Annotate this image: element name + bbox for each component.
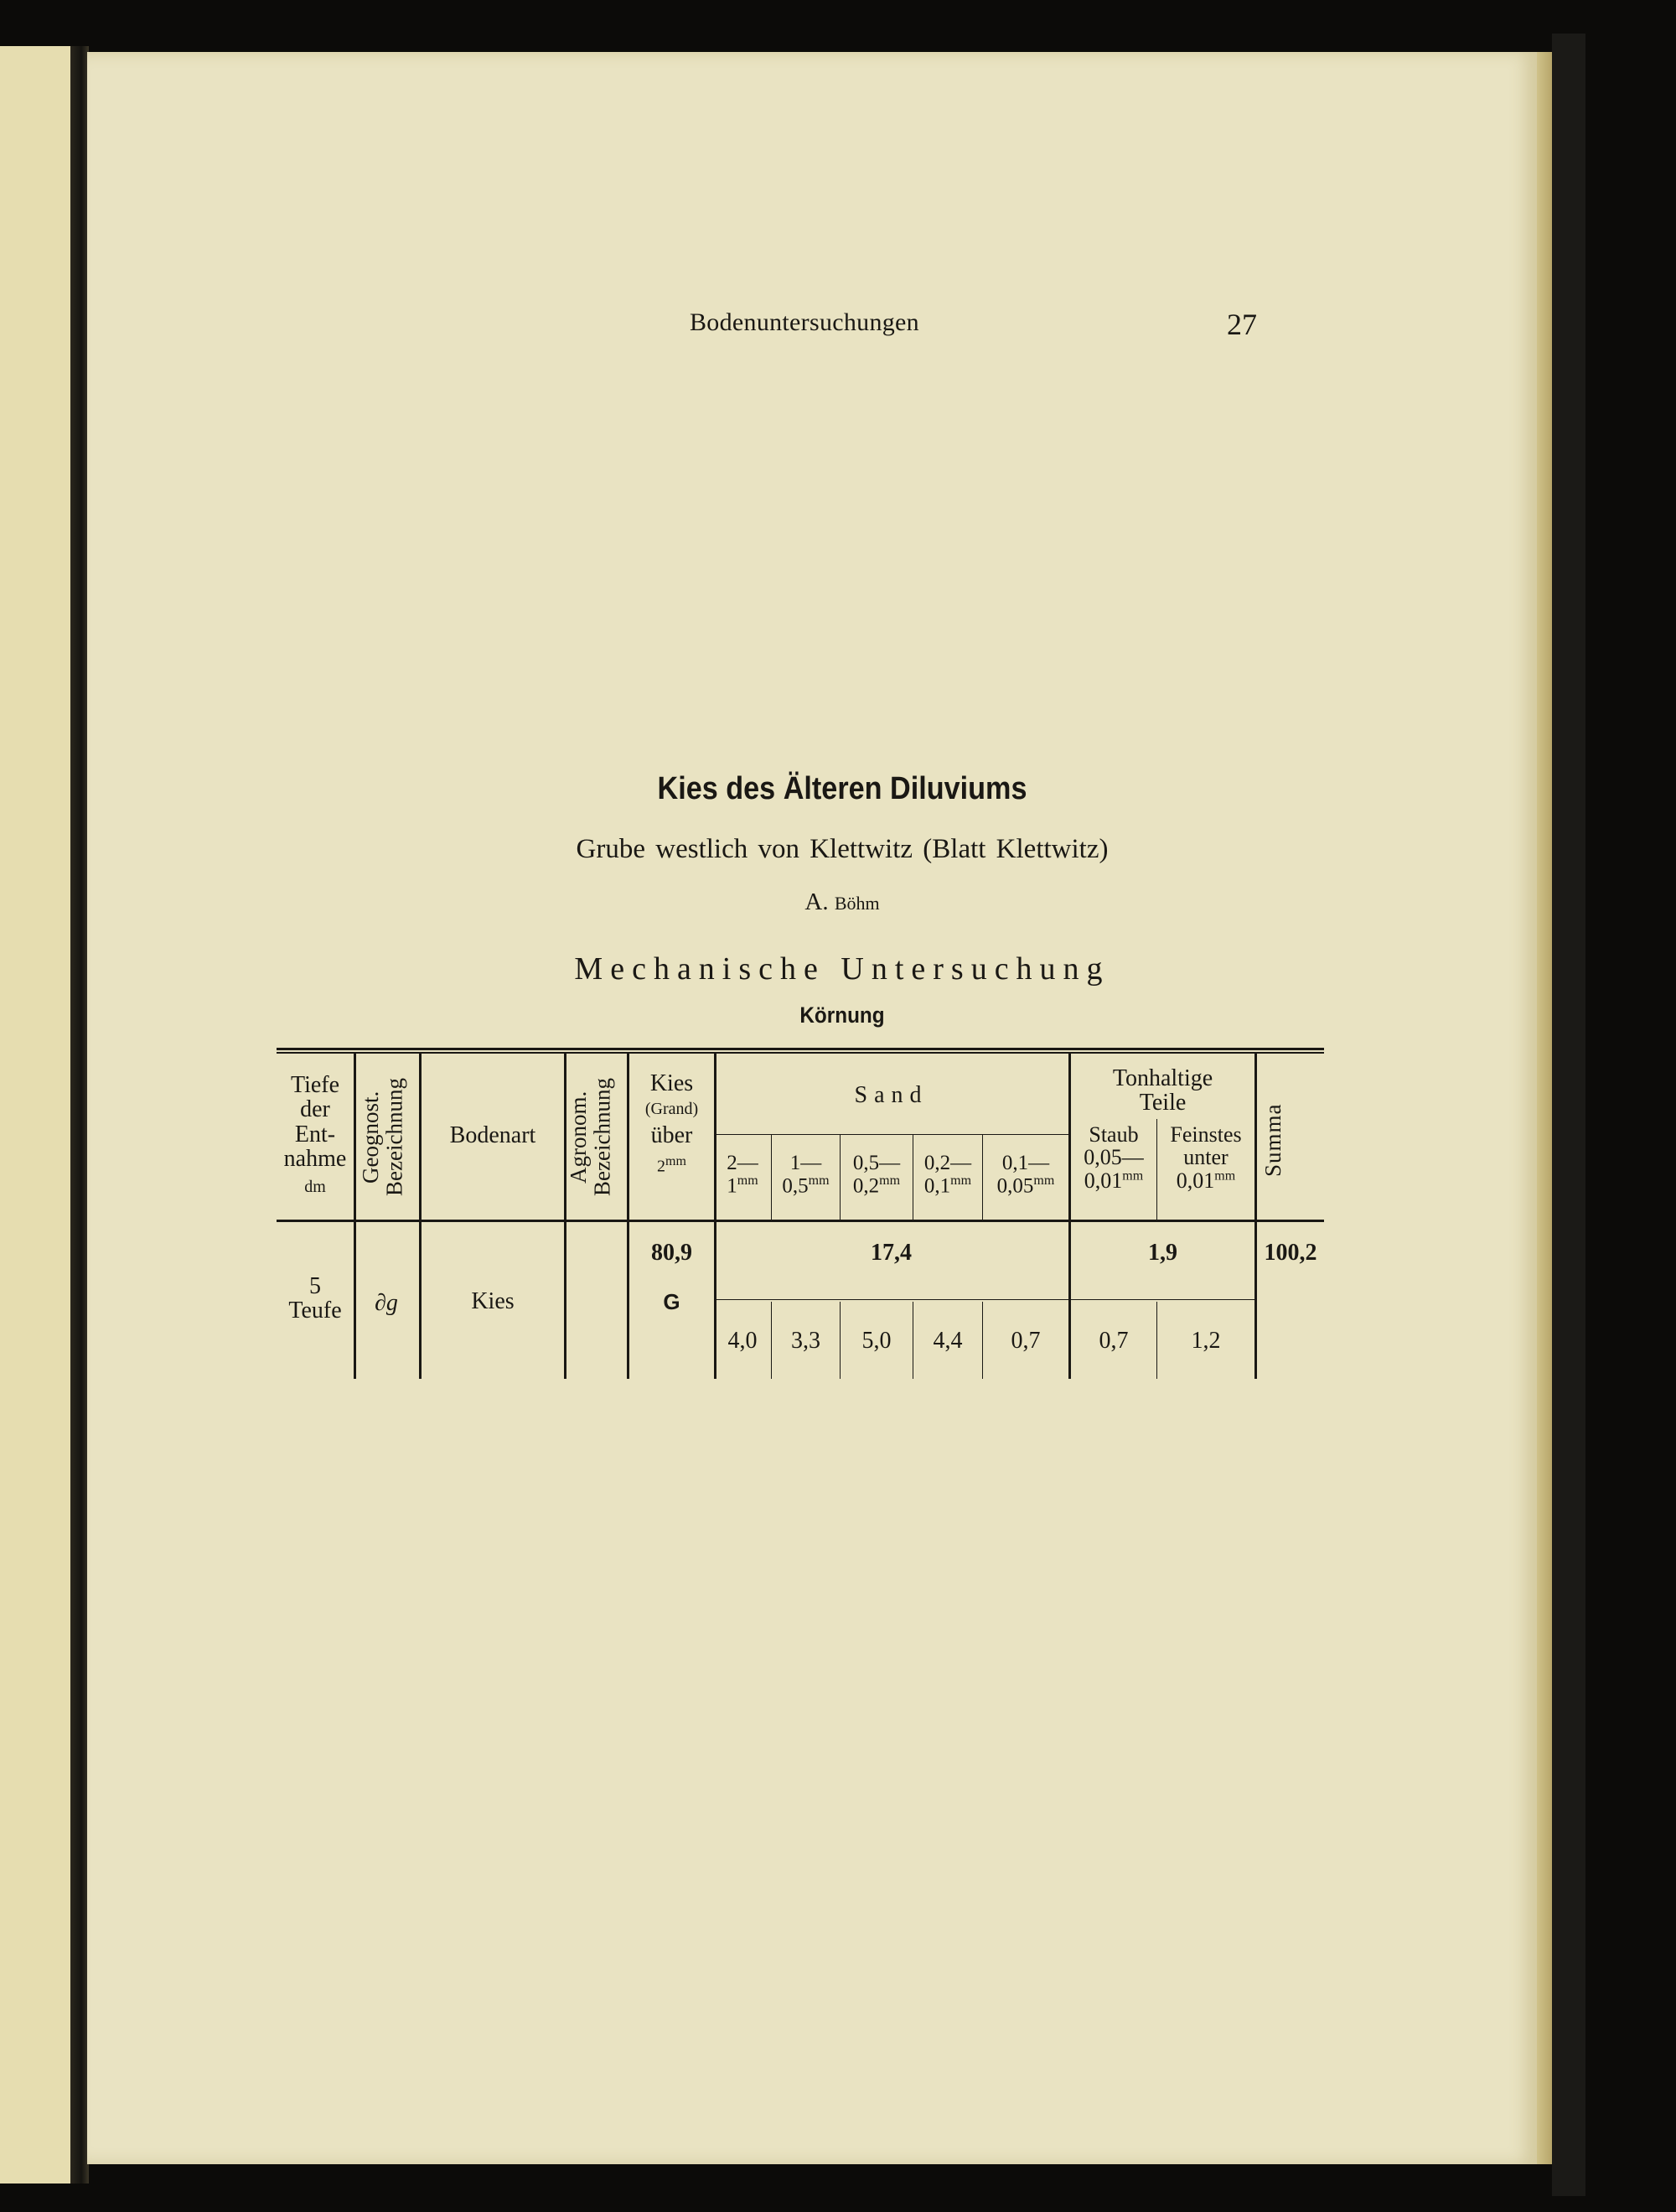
header-geognost-line: Bezeichnung bbox=[381, 1078, 407, 1197]
fraction-top: 2— bbox=[727, 1152, 758, 1174]
header-sand-fraction bbox=[913, 1153, 982, 1198]
header-gravel-line: (Grand) bbox=[644, 1100, 699, 1119]
row-sand-value: 5,0 bbox=[861, 1328, 892, 1354]
header-agronom bbox=[566, 1058, 623, 1217]
row-sand-value: 4,0 bbox=[727, 1328, 758, 1354]
author-initial: A. bbox=[804, 888, 829, 915]
book-gutter bbox=[70, 46, 89, 2184]
unit-mm: mm bbox=[1033, 1173, 1055, 1189]
row-soil-type: Kies bbox=[471, 1288, 515, 1314]
row-sum: 100,2 bbox=[1264, 1240, 1317, 1266]
book-cover-edge bbox=[1552, 34, 1585, 2196]
header-gravel-line: über bbox=[650, 1122, 693, 1149]
header-depth-line: Tiefe bbox=[290, 1072, 340, 1098]
col-divider bbox=[354, 1054, 356, 1379]
header-gravel bbox=[629, 1071, 714, 1175]
header-agronom-line: Bezeichnung bbox=[589, 1078, 615, 1197]
header-depth-line: Ent- bbox=[294, 1121, 336, 1147]
header-clay-line: Teile bbox=[1139, 1090, 1187, 1116]
sand-subrule bbox=[714, 1134, 1068, 1135]
col-divider bbox=[1254, 1054, 1257, 1379]
fraction-bottom: 0,1 bbox=[923, 1174, 951, 1198]
grain-size-table bbox=[277, 1048, 1324, 1383]
header-geognost-line: Geognost. bbox=[358, 1090, 383, 1184]
row-dust: 0,7 bbox=[1099, 1328, 1129, 1354]
header-dust-bottom: 0,01 bbox=[1084, 1168, 1123, 1193]
header-bottom-rule bbox=[277, 1220, 1324, 1222]
header-depth-unit: dm bbox=[304, 1177, 326, 1196]
fraction-top: 0,5— bbox=[852, 1152, 901, 1174]
header-gravel-line: Kies bbox=[649, 1070, 694, 1096]
fraction-bottom: 0,5 bbox=[782, 1174, 809, 1198]
header-clay-line: Tonhaltige bbox=[1112, 1065, 1213, 1091]
section-heading: Mechanische Untersuchung bbox=[574, 951, 1110, 987]
page-stack-edge bbox=[1537, 52, 1552, 2164]
header-depth bbox=[277, 1073, 354, 1196]
author bbox=[670, 888, 1014, 916]
row-depth bbox=[277, 1274, 354, 1324]
header-sand-fraction bbox=[983, 1153, 1068, 1198]
header-geognost bbox=[359, 1058, 416, 1217]
page-number: 27 bbox=[1227, 308, 1257, 341]
running-title: Bodenuntersuchungen bbox=[690, 308, 919, 336]
left-page-edge bbox=[0, 46, 77, 2184]
header-sand-fraction bbox=[772, 1153, 840, 1198]
fraction-top: 0,1— bbox=[1001, 1152, 1050, 1174]
row-sand-total: 17,4 bbox=[871, 1240, 912, 1266]
unit-mm: mm bbox=[950, 1173, 972, 1189]
row-agronom: G bbox=[663, 1289, 680, 1314]
header-agronom-line: Agronom. bbox=[566, 1090, 591, 1184]
fraction-bottom: 1 bbox=[727, 1174, 737, 1198]
sand-body-subrule bbox=[714, 1299, 1068, 1300]
row-clay-total: 1,9 bbox=[1148, 1240, 1177, 1266]
header-depth-line: der bbox=[300, 1096, 330, 1123]
table-top-rule-2 bbox=[277, 1052, 1324, 1054]
row-sand-value: 0,7 bbox=[1011, 1328, 1041, 1354]
header-dust bbox=[1071, 1123, 1156, 1192]
row-geognost: ∂g bbox=[375, 1290, 398, 1316]
location-subtitle: Grube westlich von Klettwitz (Blatt Klettwitz) bbox=[576, 834, 1109, 864]
header-clay bbox=[1071, 1066, 1254, 1116]
header-finest-top: unter bbox=[1183, 1145, 1229, 1170]
row-sand-value: 3,3 bbox=[791, 1328, 820, 1354]
header-gravel-size: 2 bbox=[657, 1157, 666, 1176]
row-gravel: 80,9 bbox=[651, 1240, 692, 1266]
header-sand-fraction bbox=[841, 1153, 913, 1198]
unit-mm: mm bbox=[737, 1173, 758, 1189]
fraction-bottom: 0,2 bbox=[852, 1174, 880, 1198]
fraction-bottom: 0,05 bbox=[996, 1174, 1034, 1198]
header-dust-top: 0,05— bbox=[1084, 1145, 1144, 1170]
fraction-top: 0,2— bbox=[923, 1152, 972, 1174]
header-sand: Sand bbox=[854, 1082, 929, 1108]
header-finest-bottom: 0,01 bbox=[1176, 1168, 1215, 1193]
header-depth-line: nahme bbox=[283, 1146, 347, 1173]
col-divider bbox=[419, 1054, 422, 1379]
row-sand-value: 4,4 bbox=[933, 1328, 963, 1354]
header-sand-fraction bbox=[714, 1153, 771, 1198]
header-finest bbox=[1157, 1123, 1254, 1192]
subsection-heading: Körnung bbox=[799, 1002, 885, 1028]
clay-body-subrule bbox=[1071, 1299, 1254, 1300]
row-finest: 1,2 bbox=[1191, 1328, 1221, 1354]
unit-mm: mm bbox=[665, 1153, 686, 1168]
fraction-top: 1— bbox=[789, 1152, 822, 1174]
row-depth-value: 5 bbox=[309, 1273, 321, 1299]
author-name: Böhm bbox=[834, 893, 880, 914]
unit-mm: mm bbox=[879, 1173, 901, 1189]
table-top-rule bbox=[277, 1048, 1324, 1050]
header-dust-label: Staub bbox=[1089, 1122, 1139, 1147]
header-finest-label: Feinstes bbox=[1170, 1122, 1242, 1147]
header-sum: Summa bbox=[1260, 1103, 1285, 1177]
unit-mm: mm bbox=[1214, 1168, 1236, 1183]
header-soil-type: Bodenart bbox=[449, 1122, 536, 1148]
unit-mm: mm bbox=[808, 1173, 830, 1189]
main-heading: Kies des Älteren Diluviums bbox=[657, 771, 1027, 806]
unit-mm: mm bbox=[1122, 1168, 1144, 1183]
row-depth-note: Teufe bbox=[288, 1298, 342, 1324]
